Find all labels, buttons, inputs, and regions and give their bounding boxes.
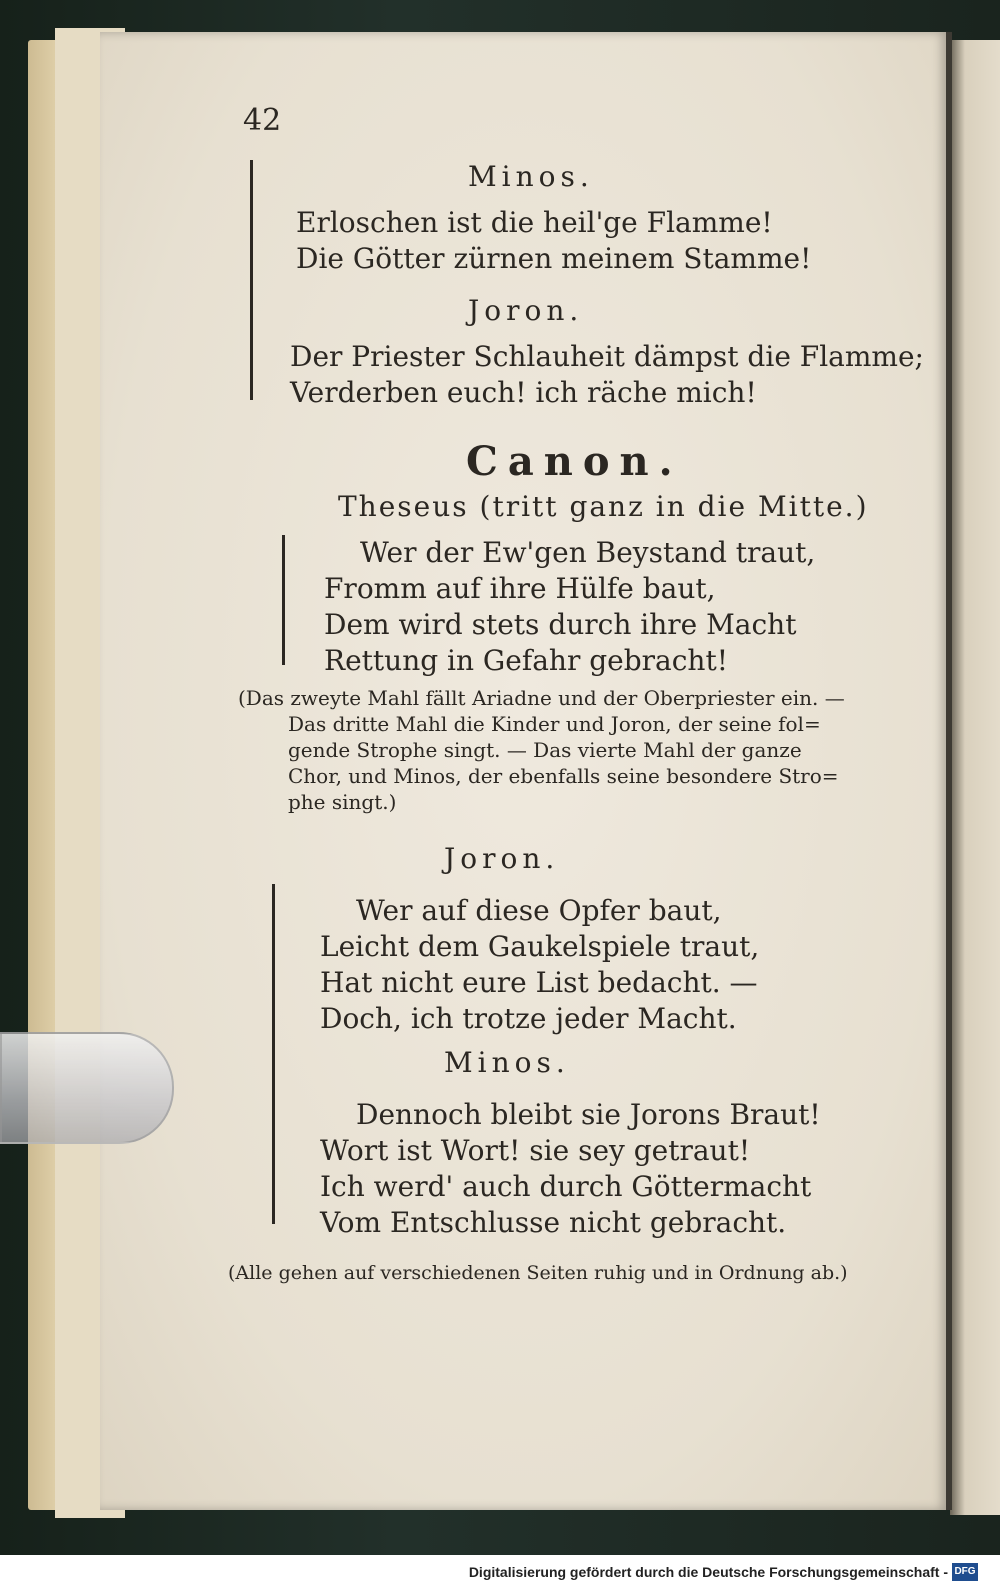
speaker-minos-2: Minos. [444,1046,570,1079]
brace-left-1 [250,160,253,400]
speaker-joron-2: Joron. [444,842,560,875]
stage-direction: (Das zweyte Mahl fällt Ariadne und der Oberpriester ein. — [238,686,845,710]
verse-line: Wer der Ew'gen Beystand traut, [360,536,816,569]
footer-credit: Digitalisierung gefördert durch die Deutsche Forschungsgemeinschaft - [468,1564,948,1580]
stage-direction: Das dritte Mahl die Kinder und Joron, der seine fol= [288,712,821,736]
footer-bar [0,1555,1000,1595]
verse-line: Doch, ich trotze jeder Macht. [320,1002,737,1035]
verse-line: Dennoch bleibt sie Jorons Braut! [356,1098,821,1131]
verse-line: Die Götter zürnen meinem Stamme! [296,242,812,275]
verse-line: Erloschen ist die heil'ge Flamme! [296,206,773,239]
dfg-logo-icon: DFG [952,1563,978,1581]
stage-direction-final: (Alle gehen auf verschiedenen Seiten ruhig und in Ordnung ab.) [228,1262,848,1284]
scanner-thumb-guard [0,1032,174,1144]
verse-line: Verderben euch! ich räche mich! [290,376,757,409]
verse-line: Dem wird stets durch ihre Macht [324,608,797,641]
stage-direction: phe singt.) [288,790,397,814]
section-heading: Canon. [466,438,683,485]
verse-line: Vom Entschlusse nicht gebracht. [320,1206,787,1239]
verse-line: Wer auf diese Opfer baut, [356,894,722,927]
stage-direction: Chor, und Minos, der ebenfalls seine besondere Stro= [288,764,839,788]
page-number: 42 [243,103,282,138]
brace-left-2 [282,535,285,665]
verse-line: Ich werd' auch durch Göttermacht [320,1170,812,1203]
verse-line: Rettung in Gefahr gebracht! [324,644,728,677]
facing-page-edge [950,40,1000,1515]
speaker-minos-1: Minos. [468,160,594,193]
verse-line: Leicht dem Gaukelspiele traut, [320,930,760,963]
gutter [946,32,952,1510]
stage-direction: gende Strophe singt. — Das vierte Mahl der ganze [288,738,802,762]
verse-line: Wort ist Wort! sie sey getraut! [320,1134,751,1167]
verse-line: Fromm auf ihre Hülfe baut, [324,572,716,605]
theseus-direction: Theseus (tritt ganz in die Mitte.) [338,490,869,523]
verse-line: Hat nicht eure List bedacht. — [320,966,758,999]
brace-left-3 [272,884,275,1224]
speaker-joron-1: Joron. [468,294,584,327]
verse-line: Der Priester Schlauheit dämpst die Flamme; [290,340,924,373]
